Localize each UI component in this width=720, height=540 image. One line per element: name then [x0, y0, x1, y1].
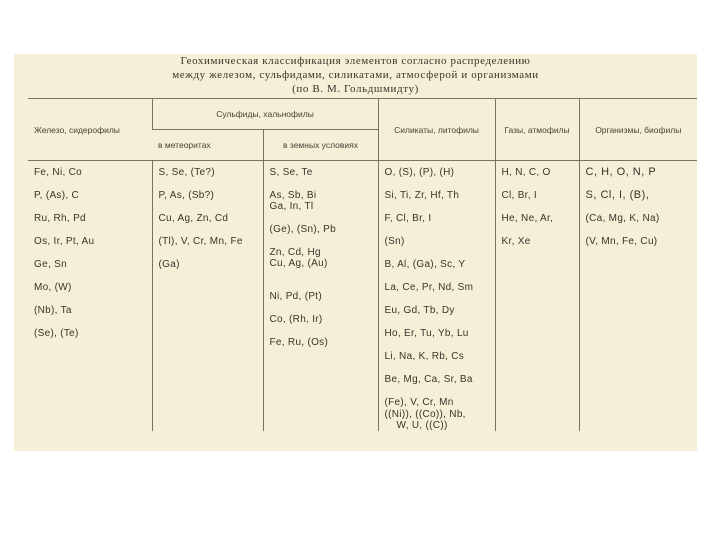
cell-silicates: B, Al, (Ga), Sc, Y: [384, 259, 466, 270]
cell-earth: Co, (Rh, Ir): [269, 314, 323, 325]
header-gases: Газы, атмофилы: [495, 99, 579, 161]
cell-earth: Zn, Cd, Hg: [269, 247, 321, 258]
title-line-2: между железом, сульфидами, силикатами, атмосферой и организмами: [172, 69, 539, 81]
title-line-3: (по В. М. Гольдшмидту): [292, 83, 419, 95]
title-line-1: Геохимическая классификация элементов согласно распределению: [180, 55, 531, 67]
cell-earth: As, Sb, Bi: [269, 190, 317, 201]
cell-iron: Fe, Ni, Co: [34, 167, 83, 178]
cell-organisms: C, H, O, N, P: [585, 166, 657, 178]
cell-earth: Cu, Ag, (Au): [269, 258, 328, 269]
header-meteorites: в метеоритах: [152, 130, 263, 161]
column-organisms: [579, 161, 697, 432]
header-organisms: Организмы, биофилы: [579, 99, 697, 161]
column-silicates: [378, 161, 495, 432]
cell-organisms: S, Cl, I, (B),: [585, 189, 650, 201]
header-silicates: Силикаты, литофилы: [378, 99, 495, 161]
cell-silicates: (Fe), V, Cr, Mn: [384, 397, 454, 408]
table-title: [14, 54, 697, 96]
cell-earth: Ni, Pd, (Pt): [269, 291, 322, 302]
cell-iron: Mo, (W): [34, 282, 72, 293]
table-body-row: [28, 161, 697, 432]
header-row: [28, 99, 697, 130]
cell-meteorites: Cu, Ag, Zn, Cd: [158, 213, 229, 224]
cell-earth: (Ge), (Sn), Pb: [269, 224, 336, 235]
cell-iron: Os, Ir, Pt, Au: [34, 236, 95, 247]
document-page: [14, 54, 697, 451]
cell-iron: Ge, Sn: [34, 259, 67, 270]
cell-iron: (Se), (Te): [34, 328, 79, 339]
cell-iron: Ru, Rh, Pd: [34, 213, 86, 224]
cell-silicates: Ho, Er, Tu, Yb, Lu: [384, 328, 469, 339]
header-sulfides: Сульфиды, хальнофилы: [152, 99, 378, 130]
header-earth: в земных условиях: [263, 130, 378, 161]
classification-table: [28, 98, 697, 431]
cell-silicates: Be, Mg, Ca, Sr, Ba: [384, 374, 473, 385]
cell-silicates: (Sn): [384, 236, 405, 247]
column-iron: [28, 161, 152, 432]
cell-silicates: ((Ni)), ((Co)), Nb,: [384, 409, 466, 420]
cell-silicates: La, Ce, Pr, Nd, Sm: [384, 282, 474, 293]
cell-gases: He, Ne, Ar,: [501, 213, 554, 224]
cell-earth: S, Se, Te: [269, 167, 313, 178]
cell-silicates: Si, Ti, Zr, Hf, Th: [384, 190, 460, 201]
cell-silicates: F, Cl, Br, I: [384, 213, 432, 224]
cell-silicates: Li, Na, K, Rb, Cs: [384, 351, 465, 362]
cell-meteorites: P, As, (Sb?): [158, 190, 215, 201]
cell-silicates: O, (S), (P), (H): [384, 167, 455, 178]
cell-meteorites: S, Se, (Te?): [158, 167, 215, 178]
header-iron: Железо, сидерофилы: [28, 99, 152, 161]
cell-iron: (Nb), Ta: [34, 305, 72, 316]
cell-gases: Cl, Br, I: [501, 190, 537, 201]
cell-gases: H, N, C, O: [501, 167, 551, 178]
cell-silicates: W, U, ((C)): [396, 420, 448, 431]
cell-meteorites: (Ga): [158, 259, 180, 270]
cell-organisms: (Ca, Mg, K, Na): [585, 213, 660, 224]
column-gases: [495, 161, 579, 432]
cell-iron: P, (As), C: [34, 190, 80, 201]
column-meteorites: [152, 161, 263, 432]
cell-silicates: Eu, Gd, Tb, Dy: [384, 305, 455, 316]
cell-gases: Kr, Xe: [501, 236, 531, 247]
cell-earth: Fe, Ru, (Os): [269, 337, 329, 348]
column-earth: [263, 161, 378, 432]
cell-earth: Ga, In, Tl: [269, 201, 314, 212]
cell-organisms: (V, Mn, Fe, Cu): [585, 236, 658, 247]
cell-meteorites: (Tl), V, Cr, Mn, Fe: [158, 236, 243, 247]
